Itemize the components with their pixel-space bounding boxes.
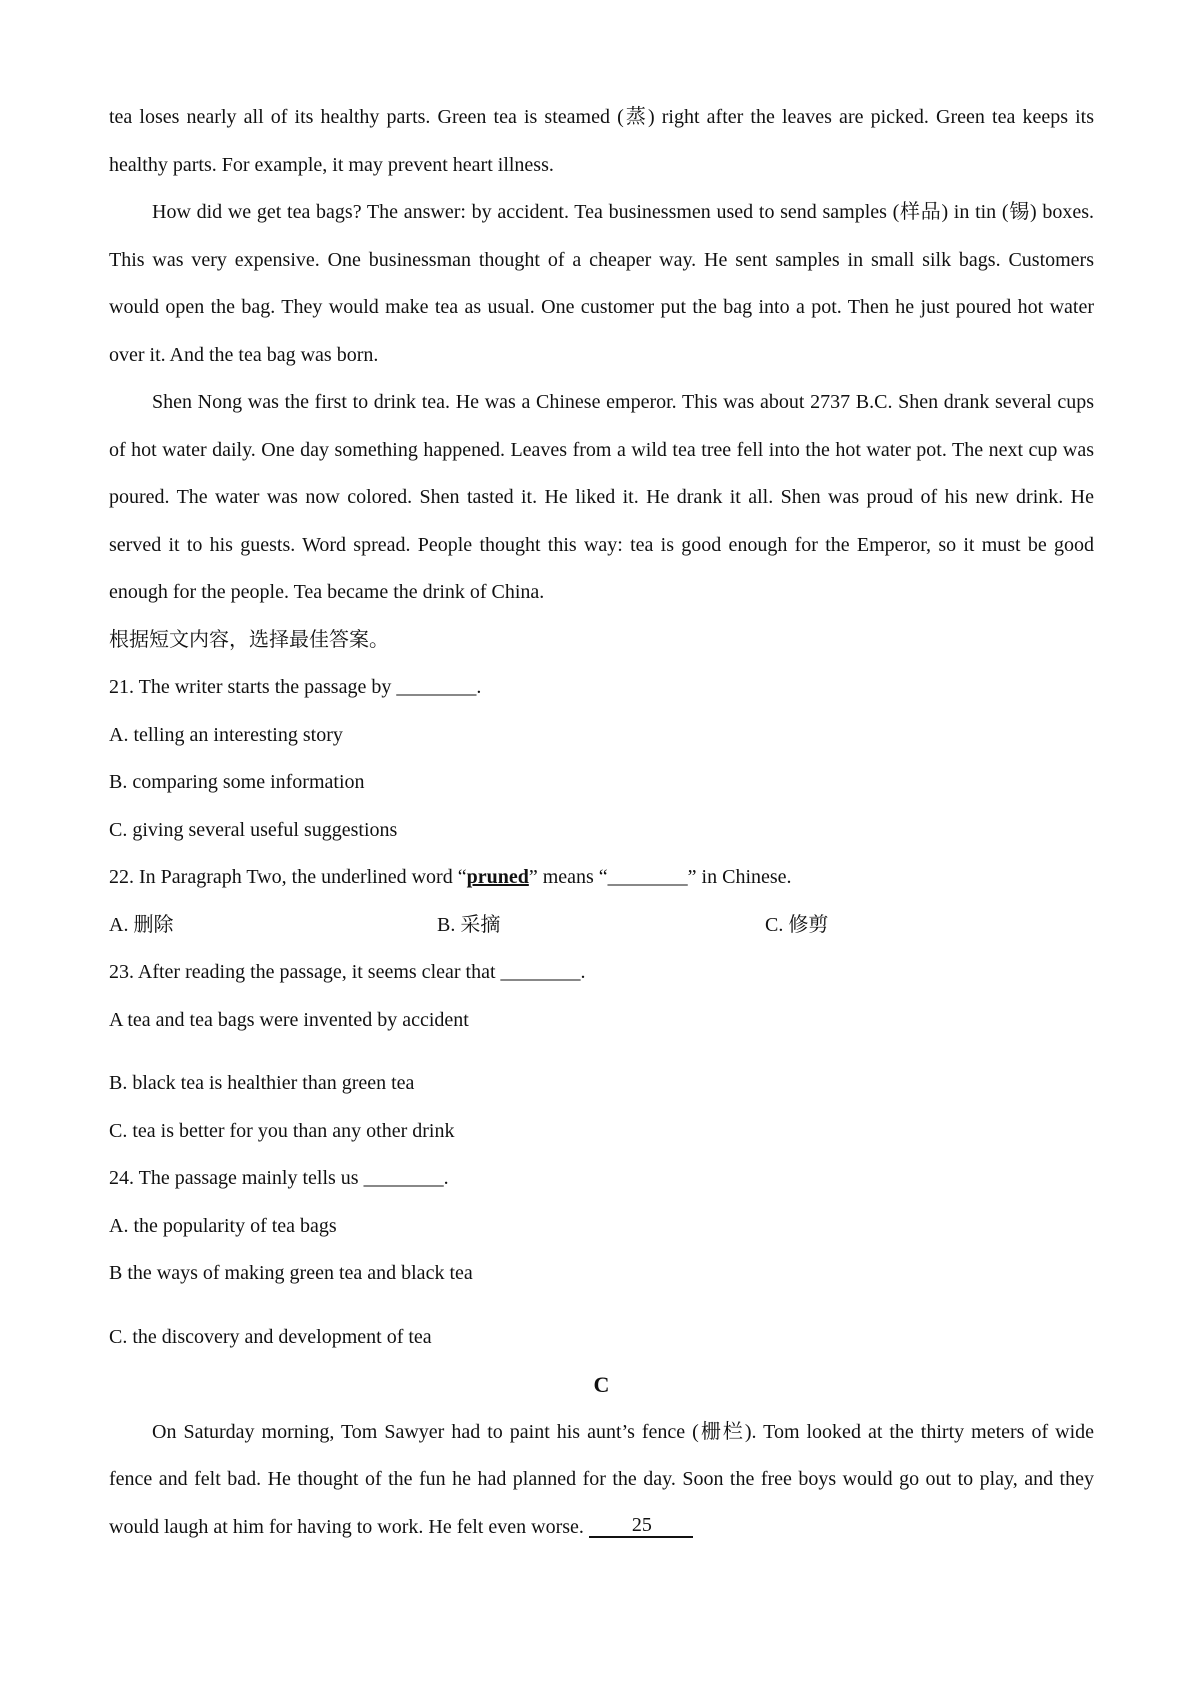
- question-23-option-b[interactable]: B. black tea is healthier than green tea: [109, 1072, 415, 1094]
- passage-b-paragraph-tea-types: tea loses nearly all of its healthy parts. Green tea is steamed (蒸) right after the leaves are picked. Green tea keeps its healthy parts. For example, it may prevent heart illness.: [109, 106, 1094, 176]
- question-22-option-c[interactable]: C. 修剪: [765, 913, 829, 936]
- question-22-stem: [109, 854, 1094, 902]
- blank-25[interactable]: 25: [589, 1514, 693, 1538]
- question-22-option-a[interactable]: A. 删除: [109, 913, 174, 936]
- exam-page: [109, 94, 1094, 1551]
- question-24: [109, 1155, 1094, 1361]
- section-heading-c: C: [593, 1372, 610, 1397]
- question-22-options: [109, 902, 1094, 950]
- passage-b-paragraph-shen-nong: Shen Nong was the first to drink tea. He was a Chinese emperor. This was about 2737 B.C. Shen drank several cups of hot water daily. One day something happened. Leaves from a wild tea tree fell into the hot water pot. The next cup was poured. The water was now colored. Shen tasted it. He liked it. He drank it all. Shen was proud of his new drink. He served it to his guests. Word spread. People thought this way: tea is good enough for the Emperor, so it must be good enough for the people. Tea became the drink of China.: [109, 391, 1094, 603]
- question-23-option-a[interactable]: A tea and tea bags were invented by accident: [109, 1008, 469, 1031]
- question-22-stem-after: ” means “________” in Chinese.: [528, 866, 792, 888]
- question-24-stem: 24. The passage mainly tells us ________.: [109, 1167, 449, 1189]
- question-23-option-c[interactable]: C. tea is better for you than any other drink: [109, 1119, 455, 1142]
- question-22-option-b[interactable]: B. 采摘: [437, 913, 501, 936]
- passage-c-paragraph-1: [109, 1409, 1094, 1552]
- question-21-option-b[interactable]: B. comparing some information: [109, 771, 365, 793]
- passage-c-paragraph-1-text: On Saturday morning, Tom Sawyer had to paint his aunt’s fence (栅栏). Tom looked at the thirty meters of wide fence and felt bad. He thought of the fun he had planned for the day. Soon the free boys would go out to play, and they would laugh at him for having to work. He felt even worse.: [109, 1420, 1094, 1538]
- question-24-option-b[interactable]: B the ways of making green tea and black tea: [109, 1262, 473, 1284]
- question-21: [109, 664, 1094, 854]
- instruction-text: 根据短文内容，选择最佳答案。: [109, 628, 389, 651]
- underlined-word: pruned: [466, 866, 529, 888]
- question-23-stem: 23. After reading the passage, it seems clear that ________.: [109, 961, 586, 983]
- question-24-option-c[interactable]: C. the discovery and development of tea: [109, 1325, 432, 1348]
- question-22-stem-before: 22. In Paragraph Two, the underlined word “: [109, 866, 467, 888]
- passage-b-paragraph-tea-bags: How did we get tea bags? The answer: by accident. Tea businessmen used to send samples (样品) in tin (锡) boxes. This was very expensive. One businessman thought of a cheaper way. He sent samples in small silk bags. Customers would open the bag. They would make tea as usual. One customer put the bag into a pot. Then he just poured hot water over it. And the tea bag was born.: [109, 201, 1094, 366]
- question-21-stem: 21. The writer starts the passage by ________.: [109, 676, 482, 698]
- question-22: [109, 854, 1094, 949]
- question-21-option-a[interactable]: A. telling an interesting story: [109, 723, 343, 746]
- question-24-option-a[interactable]: A. the popularity of tea bags: [109, 1214, 337, 1237]
- question-23: [109, 949, 1094, 1155]
- question-21-option-c[interactable]: C. giving several useful suggestions: [109, 818, 398, 841]
